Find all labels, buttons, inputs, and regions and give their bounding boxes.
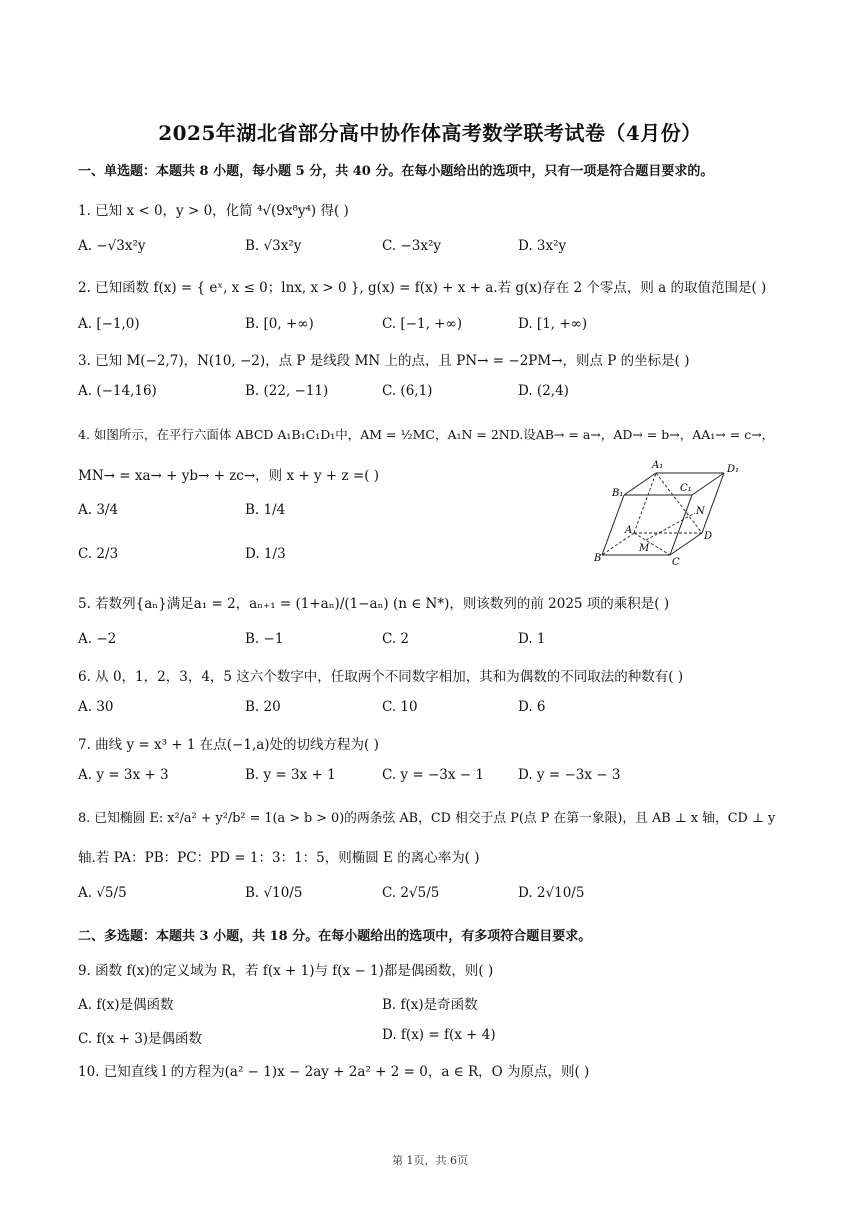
question-1-option-c: C. −3x²y [382, 238, 441, 254]
question-3-stem: 3. 已知 M(−2,7)，N(10, −2)，点 P 是线段 MN 上的点，且 PN→ = −2PM→，则点 P 的坐标是( ) [78, 353, 690, 369]
question-4-stem-line-1: 4. 如图所示，在平行六面体 ABCD A₁B₁C₁D₁中，AM = ½MC，A₁N = 2ND.设AB→ = a→，AD→ = b→，AA₁→ = c→， [78, 427, 775, 442]
question-4-stem-line-2: MN→ = xa→ + yb→ + zc→，则 x + y + z =( ) [78, 468, 380, 484]
label-n: N [696, 506, 705, 517]
question-1-option-b: B. √3x²y [245, 238, 302, 254]
label-a: A [625, 525, 633, 536]
hidden-segment-a1-d [656, 473, 702, 533]
section-header-multiple-choice: 二、多选题：本题共 3 小题，共 18 分。在每小题给出的选项中，有多项符合题目要求。 [78, 929, 592, 944]
question-7-option-c: C. y = −3x − 1 [382, 767, 484, 783]
question-3-option-b: B. (22, −11) [245, 383, 329, 399]
question-4-option-c: C. 2/3 [78, 546, 119, 562]
question-6-option-b: B. 20 [245, 699, 281, 715]
question-4-option-b: B. 1/4 [245, 502, 286, 518]
page-title: 2025年湖北省部分高中协作体高考数学联考试卷（4月份） [158, 121, 702, 145]
question-7-option-b: B. y = 3x + 1 [245, 767, 336, 783]
section-header-single-choice: 一、单选题：本题共 8 小题，每小题 5 分，共 40 分。在每小题给出的选项中，只有一项是符合题目要求的。 [78, 164, 714, 179]
question-9-stem: 9. 函数 f(x)的定义域为 R，若 f(x + 1)与 f(x − 1)都是偶函数，则( ) [78, 963, 494, 979]
question-8-option-b: B. √10/5 [245, 885, 303, 901]
label-c1: C₁ [680, 483, 692, 494]
question-2-stem: 2. 已知函数 f(x) = { eˣ, x ≤ 0；lnx, x > 0 }, g(x) = f(x) + x + a.若 g(x)存在 2 个零点，则 a 的取值范围是( ) [78, 280, 767, 296]
question-8-stem-line-1: 8. 已知椭圆 E: x²/a² + y²/b² = 1(a > b > 0)的两条弦 AB，CD 相交于点 P(点 P 在第一象限)，且 AB ⊥ x 轴，CD ⊥ y [78, 811, 776, 826]
question-5-option-b: B. −1 [245, 631, 284, 647]
question-1-stem: 1. 已知 x < 0，y > 0，化简 ⁴√(9x⁸y⁴) 得( ) [78, 203, 349, 219]
edge-c-d [670, 533, 702, 555]
question-9-option-d: D. f(x) = f(x + 4) [382, 1027, 496, 1043]
question-3-option-a: A. (−14,16) [78, 383, 157, 399]
edge-d-d1 [702, 473, 724, 533]
question-2-option-a: A. [−1,0) [78, 316, 140, 332]
label-a1: A₁ [652, 460, 664, 471]
label-d: D [704, 531, 713, 542]
question-6-option-c: C. 10 [382, 699, 418, 715]
edge-b-b1 [602, 495, 624, 555]
label-b: B [594, 553, 602, 564]
question-8-option-c: C. 2√5/5 [382, 885, 440, 901]
hidden-segment-m-n [646, 513, 695, 540]
hidden-edge-a-a1 [634, 473, 656, 533]
question-5-stem: 5. 若数列{aₙ}满足a₁ = 2，aₙ₊₁ = (1+aₙ)/(1−aₙ) (n ∈ N*)，则该数列的前 2025 项的乘积是( ) [78, 596, 670, 612]
question-1-option-d: D. 3x²y [518, 238, 567, 254]
question-4-option-d: D. 1/3 [245, 546, 286, 562]
question-4-option-a: A. 3/4 [78, 502, 119, 518]
question-5-option-c: C. 2 [382, 631, 410, 647]
edge-b1-a1 [624, 473, 656, 495]
question-6-option-a: A. 30 [78, 699, 114, 715]
label-c: C [672, 557, 680, 568]
page-footer: 第 1页，共 6页 [392, 1154, 468, 1167]
question-9-option-b: B. f(x)是奇函数 [382, 997, 478, 1013]
question-9-option-c: C. f(x + 3)是偶函数 [78, 1031, 203, 1047]
hidden-edge-a-b [602, 533, 634, 555]
question-5-option-a: A. −2 [78, 631, 117, 647]
question-2-option-d: D. [1, +∞) [518, 316, 588, 332]
question-7-option-a: A. y = 3x + 3 [78, 767, 169, 783]
question-7-option-d: D. y = −3x − 3 [518, 767, 621, 783]
parallelepiped-figure [592, 455, 752, 570]
edge-c1-d1 [692, 473, 724, 495]
question-5-option-d: D. 1 [518, 631, 546, 647]
label-b1: B₁ [612, 488, 624, 499]
question-3-option-c: C. (6,1) [382, 383, 433, 399]
question-9-option-a: A. f(x)是偶函数 [78, 997, 174, 1013]
question-1-option-a: A. −√3x²y [78, 238, 146, 254]
question-2-option-b: B. [0, +∞) [245, 316, 314, 332]
question-6-stem: 6. 从 0，1，2，3，4，5 这六个数字中，任取两个不同数字相加，其和为偶数的不同取法的种数有( ) [78, 669, 684, 685]
question-6-option-d: D. 6 [518, 699, 546, 715]
question-10-stem: 10. 已知直线 l 的方程为(a² − 1)x − 2ay + 2a² + 2 = 0，a ∈ R，O 为原点，则( ) [78, 1064, 590, 1080]
question-8-option-a: A. √5/5 [78, 885, 127, 901]
question-3-option-d: D. (2,4) [518, 383, 569, 399]
label-d1: D₁ [727, 464, 740, 475]
label-m: M [639, 543, 650, 554]
question-8-stem-line-2: 轴.若 PA：PB：PC：PD = 1：3：1：5，则椭圆 E 的离心率为( ) [78, 850, 480, 866]
question-7-stem: 7. 曲线 y = x³ + 1 在点(−1,a)处的切线方程为( ) [78, 737, 379, 753]
question-8-option-d: D. 2√10/5 [518, 885, 585, 901]
question-2-option-c: C. [−1, +∞) [382, 316, 463, 332]
